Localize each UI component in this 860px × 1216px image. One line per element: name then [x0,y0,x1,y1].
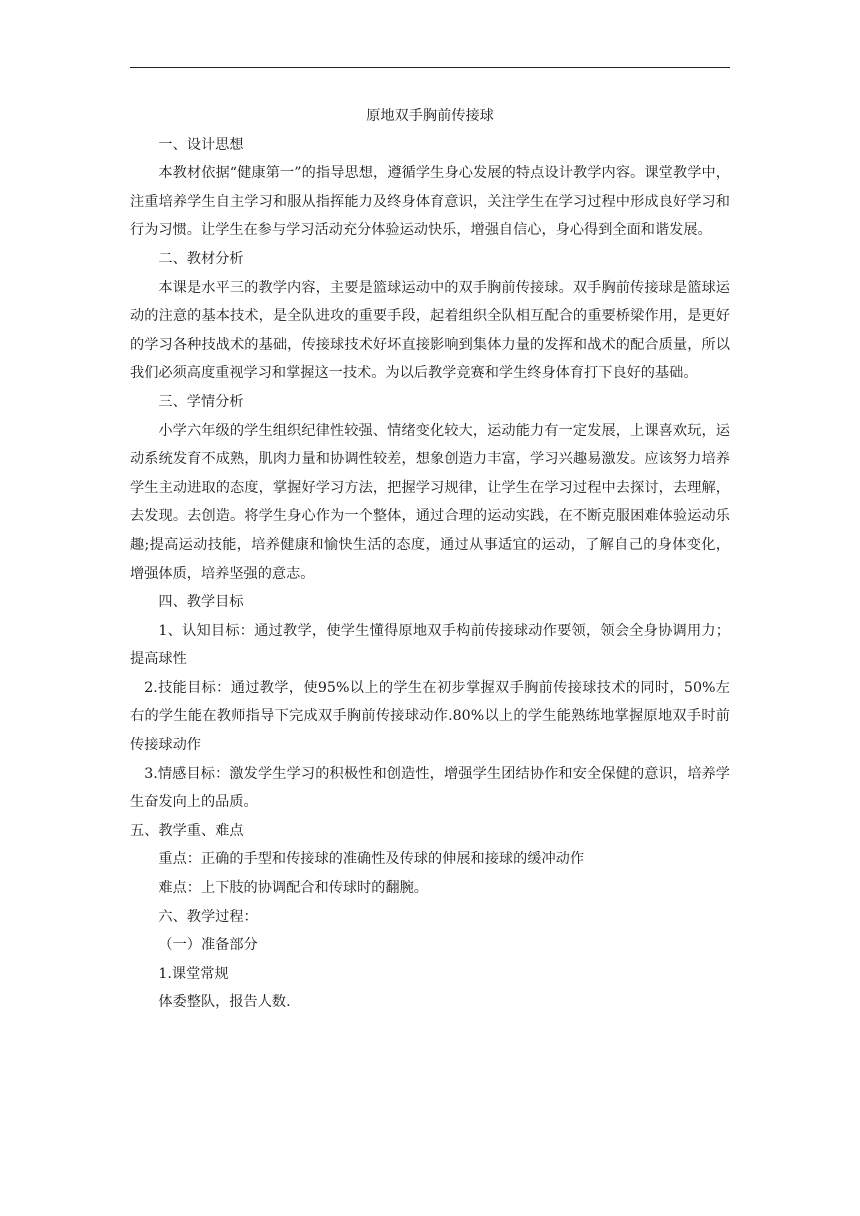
paragraph: 本课是水平三的教学内容，主要是篮球运动中的双手胸前传接球。双手胸前传接球是篮球运动的注意的基本技术，是全队进攻的重要手段，起着组织全队相互配合的重要桥梁作用，是更好的学习各种技战术的基础，传接球技术好坏直接影响到集体力量的发挥和战术的配合质量，所以我们必须高度重视学习和掌握这一技术。为以后教学竞赛和学生终身体育打下良好的基础。 [130,279,730,382]
paragraph: （一）准备部分 [158,937,258,954]
paragraph: 1、认知目标：通过教学，使学生懂得原地双手构前传接球动作要领，领会全身协调用力；提高球性 [130,622,730,668]
document-body [130,102,730,1017]
paragraph: 小学六年级的学生组织纪律性较强、情绪变化较大，运动能力有一定发展，上课喜欢玩，运动系统发育不成熟，肌肉力量和协调性较差，想象创造力丰富，学习兴趣易激发。应该努力培养学生主动进取的态度，掌握好学习方法，把握学习规律，让学生在学习过程中去探讨，去理解，去发现。去创造。将学生身心作为一个整体，通过合理的运动实践，在不断克服困难体验运动乐趣;提高运动技能，培养健康和愉快生活的态度，通过从事适宜的运动，了解自己的身体变化，增强体质，培养坚强的意志。 [130,422,730,582]
document-title: 原地双手胸前传接球 [366,108,494,124]
paragraph: 1.课堂常规 [158,965,229,982]
paragraph: 体委整队，报告人数. [158,994,291,1011]
paragraph: 二、教材分析 [158,250,244,267]
paragraph: 重点：正确的手型和传接球的准确性及传球的伸展和接球的缓冲动作 [158,851,585,868]
paragraph: 四、教学目标 [158,594,244,611]
paragraph: 一、设计思想 [158,136,244,153]
paragraph: 难点：上下肢的协调配合和传球时的翻腕。 [158,880,428,897]
paragraph: 三、学情分析 [158,393,244,410]
paragraph: 3.情感目标：激发学生学习的积极性和创造性，增强学生团结协作和安全保健的意识，培养学生奋发向上的品质。 [130,765,730,811]
paragraph: 本教材依据“健康第一”的指导思想，遵循学生身心发展的特点设计教学内容。课堂教学中，注重培养学生自主学习和服从指挥能力及终身体育意识，关注学生在学习过程中形成良好学习和行为习惯。让学生在参与学习活动充分体验运动快乐，增强自信心，身心得到全面和谐发展。 [130,165,730,239]
paragraph-list [130,131,730,1017]
header-rule [130,67,730,68]
paragraph: 2.技能目标：通过教学，使95%以上的学生在初步掌握双手胸前传接球技术的同时，50%左右的学生能在教师指导下完成双手胸前传接球动作.80%以上的学生能熟练地掌握原地双手时前传接球动作 [130,679,730,754]
paragraph: 五、教学重、难点 [130,822,244,839]
paragraph: 六、教学过程： [158,908,258,925]
